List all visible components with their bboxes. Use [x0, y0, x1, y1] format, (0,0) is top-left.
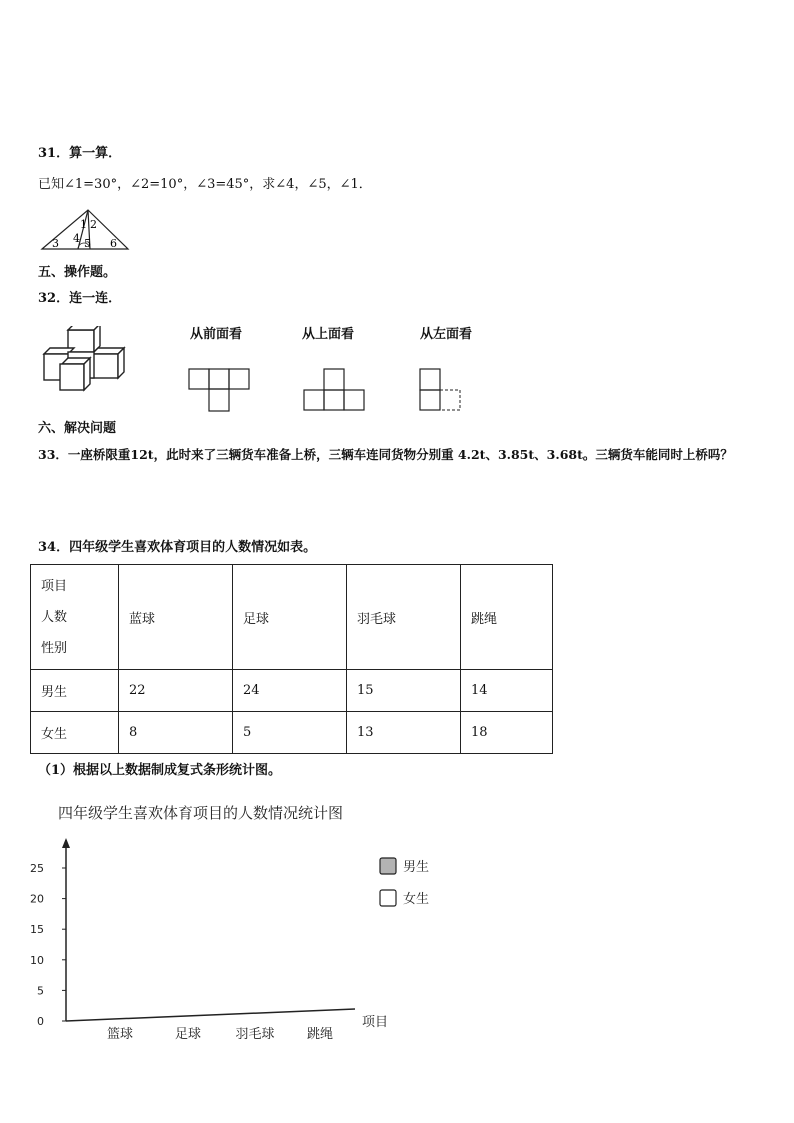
section6-title: 六、解决问题 — [38, 421, 117, 436]
y-tick-label: 20 — [30, 892, 44, 906]
table-cell: 18 — [461, 712, 553, 754]
y-tick-label: 25 — [30, 862, 44, 875]
column-header-basketball: 蓝球 — [119, 565, 233, 670]
table-cell: 14 — [461, 670, 553, 712]
table-cell: 22 — [119, 670, 233, 712]
header-label-gender: 性别 — [41, 640, 68, 656]
header-label-count: 人数 — [41, 609, 68, 625]
column-header-rope: 跳绳 — [461, 565, 553, 670]
table-cell: 24 — [233, 670, 347, 712]
bar-chart — [0, 790, 460, 1060]
triangle-figure — [40, 206, 132, 252]
y-tick-label: 0 — [37, 1015, 44, 1028]
legend-swatch — [380, 858, 396, 874]
x-axis — [66, 1009, 355, 1021]
angle-label-5: 5 — [84, 237, 91, 250]
y-tick-label: 10 — [30, 953, 44, 967]
q34-title: 34．四年级学生喜欢体育项目的人数情况如表。 — [38, 540, 317, 555]
q31-title: 31．算一算． — [38, 146, 122, 161]
q32-title: 32．连一连． — [38, 291, 122, 306]
front-view-figure — [188, 368, 252, 414]
top-view-figure — [303, 368, 367, 414]
angle-label-1: 1 — [80, 218, 87, 231]
legend-label: 女生 — [403, 892, 430, 907]
row-label-boys: 男生 — [31, 670, 119, 712]
left-view-figure — [419, 368, 465, 414]
x-tick-label: 篮球 — [106, 1027, 134, 1042]
view-label-front: 从前面看 — [190, 327, 243, 342]
sports-table — [30, 564, 553, 754]
x-tick-label: 跳绳 — [306, 1027, 334, 1042]
cube-stack-figure — [42, 326, 132, 396]
column-header-football: 足球 — [233, 565, 347, 670]
legend-swatch — [380, 890, 396, 906]
angle-label-4: 4 — [73, 232, 80, 245]
table-header-row — [31, 565, 553, 670]
chart-title: 四年级学生喜欢体育项目的人数情况统计图 — [58, 804, 344, 822]
view-label-left: 从左面看 — [420, 327, 473, 342]
view-label-top: 从上面看 — [302, 327, 355, 342]
row-label-girls: 女生 — [31, 712, 119, 754]
q34-sub1: （1）根据以上数据制成复式条形统计图。 — [38, 763, 282, 778]
table-cell: 5 — [233, 712, 347, 754]
section5-title: 五、操作题。 — [38, 265, 117, 280]
table-cell: 15 — [347, 670, 461, 712]
table-cell: 8 — [119, 712, 233, 754]
y-axis-arrow — [62, 838, 70, 848]
y-tick-label: 15 — [30, 923, 44, 937]
table-row — [31, 670, 553, 712]
q33-text: 33．一座桥限重12t，此时来了三辆货车准备上桥，三辆车连同货物分别重 4.2t、3.85t、3.68t。三辆货车能同时上桥吗？ — [38, 447, 733, 462]
angle-label-6: 6 — [110, 237, 117, 250]
y-tick-label: 5 — [37, 984, 44, 998]
legend-label: 男生 — [403, 860, 430, 875]
table-cell: 13 — [347, 712, 461, 754]
angle-label-2: 2 — [90, 218, 97, 231]
header-label-item: 项目 — [41, 578, 68, 594]
angle-label-3: 3 — [52, 237, 59, 250]
x-tick-label: 羽毛球 — [235, 1027, 275, 1042]
x-axis-label: 项目 — [362, 1015, 389, 1030]
header-diagonal-cell — [31, 565, 119, 670]
q31-condition: 已知∠1=30°，∠2=10°，∠3=45°，求∠4，∠5，∠1． — [38, 177, 372, 192]
x-tick-label: 足球 — [174, 1027, 202, 1042]
table-row — [31, 712, 553, 754]
column-header-badminton: 羽毛球 — [347, 565, 461, 670]
